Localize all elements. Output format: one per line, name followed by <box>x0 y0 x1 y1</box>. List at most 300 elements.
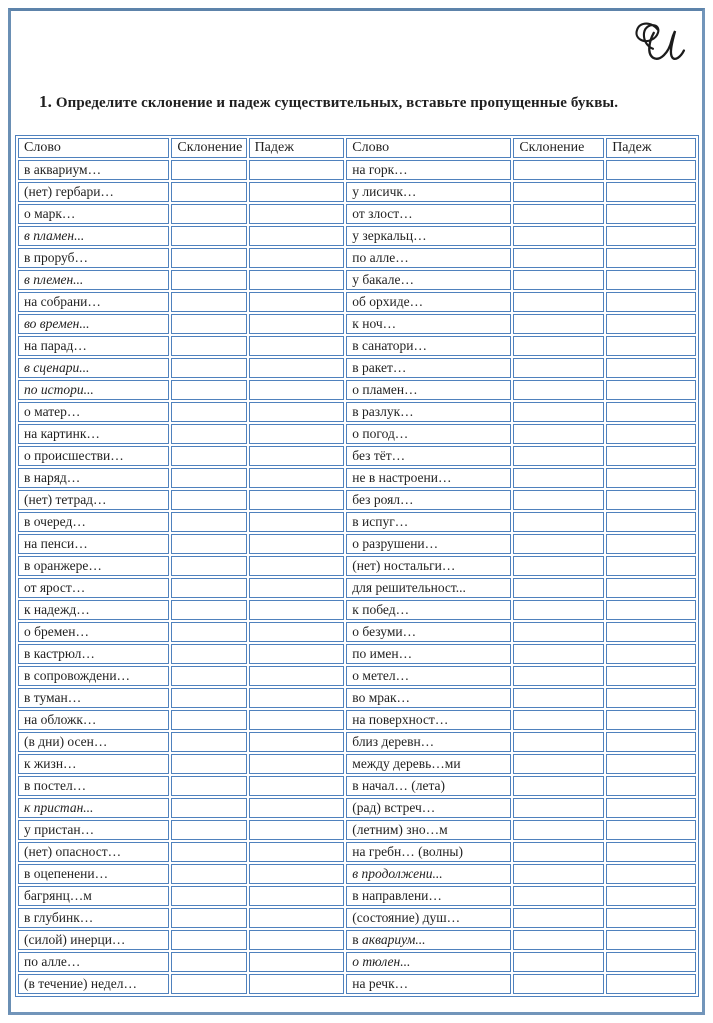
declension-answer-cell <box>513 358 604 378</box>
word-cell <box>346 776 511 796</box>
word-cell <box>18 622 169 642</box>
word-cell <box>346 336 511 356</box>
word-text: в наряд… <box>24 470 81 485</box>
declension-answer-cell <box>171 402 246 422</box>
word-text: о матер… <box>24 404 81 419</box>
declension-answer-cell <box>171 534 246 554</box>
case-answer-cell <box>249 556 345 576</box>
case-answer-cell <box>249 226 345 246</box>
declension-answer-cell <box>171 732 246 752</box>
word-cell <box>346 864 511 884</box>
word-text: к жизн… <box>24 756 77 771</box>
table-row <box>18 908 696 928</box>
word-cell <box>18 446 169 466</box>
word-text: во мрак… <box>352 690 411 705</box>
word-cell <box>18 358 169 378</box>
declension-answer-cell <box>171 908 246 928</box>
word-text: в испуг… <box>352 514 409 529</box>
word-cell <box>18 182 169 202</box>
case-answer-cell <box>606 688 696 708</box>
declension-answer-cell <box>171 204 246 224</box>
word-text: о разрушени… <box>352 536 439 551</box>
declension-answer-cell <box>513 578 604 598</box>
table-row <box>18 248 696 268</box>
word-text: в направлени… <box>352 888 442 903</box>
word-text: на картинк… <box>24 426 100 441</box>
word-cell <box>346 490 511 510</box>
table-row <box>18 160 696 180</box>
word-cell <box>18 710 169 730</box>
declension-answer-cell <box>171 292 246 312</box>
declension-answer-cell <box>513 974 604 994</box>
word-cell <box>346 314 511 334</box>
word-cell <box>346 226 511 246</box>
table-row <box>18 798 696 818</box>
word-text: в сопровождени… <box>24 668 131 683</box>
case-answer-cell <box>249 798 345 818</box>
declension-answer-cell <box>513 182 604 202</box>
table-row <box>18 446 696 466</box>
word-text: (состояние) душ… <box>352 910 461 925</box>
word-cell <box>18 204 169 224</box>
case-answer-cell <box>249 248 345 268</box>
table-row <box>18 600 696 620</box>
case-answer-cell <box>606 776 696 796</box>
word-cell <box>346 600 511 620</box>
declension-answer-cell <box>171 842 246 862</box>
script-monogram-logo <box>629 16 691 78</box>
case-answer-cell <box>606 358 696 378</box>
word-text-italic: аквариум... <box>362 932 426 947</box>
declension-answer-cell <box>513 314 604 334</box>
word-text-italic: к пристан... <box>24 800 94 815</box>
declension-answer-cell <box>513 688 604 708</box>
word-text: в аквариум… <box>24 162 102 177</box>
case-answer-cell <box>606 710 696 730</box>
case-answer-cell <box>606 292 696 312</box>
declension-answer-cell <box>513 534 604 554</box>
case-answer-cell <box>249 776 345 796</box>
declension-answer-cell <box>171 644 246 664</box>
declension-answer-cell <box>171 600 246 620</box>
declension-answer-cell <box>171 358 246 378</box>
declension-answer-cell <box>513 930 604 950</box>
case-answer-cell <box>249 930 345 950</box>
word-cell <box>346 930 511 950</box>
table-row <box>18 534 696 554</box>
word-cell <box>346 820 511 840</box>
word-cell <box>18 688 169 708</box>
header-word-left: Слово <box>18 138 169 158</box>
declension-answer-cell <box>513 424 604 444</box>
word-cell <box>18 798 169 818</box>
declension-answer-cell <box>513 402 604 422</box>
word-text: в ракет… <box>352 360 407 375</box>
word-text: по алле… <box>24 954 81 969</box>
case-answer-cell <box>249 182 345 202</box>
table-row <box>18 842 696 862</box>
table-row <box>18 732 696 752</box>
exercise-number: 1. <box>39 92 52 111</box>
word-cell <box>346 292 511 312</box>
word-cell <box>18 424 169 444</box>
case-answer-cell <box>249 732 345 752</box>
case-answer-cell <box>249 864 345 884</box>
case-answer-cell <box>606 182 696 202</box>
case-answer-cell <box>249 314 345 334</box>
word-cell <box>18 468 169 488</box>
word-text-italic: в сценари... <box>24 360 90 375</box>
word-text: на обложк… <box>24 712 97 727</box>
word-text-italic: по истори... <box>24 382 94 397</box>
word-cell <box>18 314 169 334</box>
declension-answer-cell <box>513 512 604 532</box>
declension-answer-cell <box>171 248 246 268</box>
declension-answer-cell <box>171 886 246 906</box>
case-answer-cell <box>606 160 696 180</box>
declension-answer-cell <box>513 908 604 928</box>
declension-answer-cell <box>513 798 604 818</box>
case-answer-cell <box>606 226 696 246</box>
case-answer-cell <box>606 622 696 642</box>
word-text: о безуми… <box>352 624 417 639</box>
word-cell <box>346 666 511 686</box>
case-answer-cell <box>249 534 345 554</box>
word-cell <box>18 534 169 554</box>
word-text: в глубинк… <box>24 910 94 925</box>
word-text: по имен… <box>352 646 413 661</box>
table-row <box>18 622 696 642</box>
word-cell <box>18 600 169 620</box>
word-cell <box>346 732 511 752</box>
table-row <box>18 710 696 730</box>
script-u-icon <box>629 16 691 78</box>
word-text: в постел… <box>24 778 87 793</box>
case-answer-cell <box>606 578 696 598</box>
word-cell <box>346 534 511 554</box>
declension-answer-cell <box>513 864 604 884</box>
word-cell <box>18 248 169 268</box>
table-row <box>18 490 696 510</box>
word-cell <box>346 952 511 972</box>
table-row <box>18 380 696 400</box>
word-text: по алле… <box>352 250 409 265</box>
declension-answer-cell <box>513 204 604 224</box>
word-cell <box>18 226 169 246</box>
word-text: в разлук… <box>352 404 414 419</box>
header-declension-left: Склонение <box>171 138 246 158</box>
word-cell <box>346 710 511 730</box>
declension-answer-cell <box>513 226 604 246</box>
word-cell <box>346 182 511 202</box>
case-answer-cell <box>249 644 345 664</box>
word-text: на горк… <box>352 162 408 177</box>
word-text: к надежд… <box>24 602 90 617</box>
word-cell <box>346 974 511 994</box>
case-answer-cell <box>606 468 696 488</box>
table-row <box>18 270 696 290</box>
word-text: у зеркальц… <box>352 228 427 243</box>
declension-answer-cell <box>513 886 604 906</box>
word-cell <box>346 754 511 774</box>
table-row <box>18 930 696 950</box>
word-cell <box>18 930 169 950</box>
word-cell <box>346 248 511 268</box>
word-text: на собрани… <box>24 294 101 309</box>
word-text-italic: в пламен... <box>24 228 85 243</box>
word-text: на гребн… (волны) <box>352 844 463 859</box>
declension-answer-cell <box>513 160 604 180</box>
case-answer-cell <box>606 842 696 862</box>
declension-answer-cell <box>171 336 246 356</box>
case-answer-cell <box>606 490 696 510</box>
word-text: у пристан… <box>24 822 95 837</box>
declension-answer-cell <box>171 226 246 246</box>
case-answer-cell <box>606 534 696 554</box>
word-text: о пламен… <box>352 382 418 397</box>
exercise-title <box>39 92 679 112</box>
case-answer-cell <box>606 974 696 994</box>
word-cell <box>18 776 169 796</box>
declension-answer-cell <box>513 666 604 686</box>
word-cell <box>346 644 511 664</box>
declension-answer-cell <box>171 160 246 180</box>
case-answer-cell <box>606 798 696 818</box>
word-text: на пенси… <box>24 536 88 551</box>
word-text: не в настроени… <box>352 470 452 485</box>
case-answer-cell <box>249 578 345 598</box>
word-cell <box>18 336 169 356</box>
word-text-italic: о тюлен... <box>352 954 411 969</box>
declension-answer-cell <box>171 710 246 730</box>
word-cell <box>18 820 169 840</box>
word-cell <box>18 644 169 664</box>
table-row <box>18 424 696 444</box>
word-text: к ноч… <box>352 316 397 331</box>
word-text: в очеред… <box>24 514 86 529</box>
case-answer-cell <box>249 204 345 224</box>
declension-answer-cell <box>171 820 246 840</box>
case-answer-cell <box>606 402 696 422</box>
table-row <box>18 864 696 884</box>
word-cell <box>346 160 511 180</box>
word-text: без тёт… <box>352 448 406 463</box>
word-text: от ярост… <box>24 580 86 595</box>
word-cell <box>346 886 511 906</box>
table-row <box>18 820 696 840</box>
declension-answer-cell <box>171 512 246 532</box>
case-answer-cell <box>606 886 696 906</box>
table-row <box>18 776 696 796</box>
word-cell <box>346 468 511 488</box>
table-row <box>18 226 696 246</box>
table-row <box>18 402 696 422</box>
word-text: на парад… <box>24 338 87 353</box>
table-row <box>18 666 696 686</box>
declension-answer-cell <box>513 754 604 774</box>
word-cell <box>18 578 169 598</box>
word-text: близ деревн… <box>352 734 435 749</box>
case-answer-cell <box>606 820 696 840</box>
header-case-right: Падеж <box>606 138 696 158</box>
declension-answer-cell <box>513 710 604 730</box>
word-text: на речк… <box>352 976 409 991</box>
word-text-italic: в племен... <box>24 272 84 287</box>
word-cell <box>346 512 511 532</box>
declension-answer-cell <box>513 468 604 488</box>
case-answer-cell <box>606 270 696 290</box>
word-text: (нет) гербари… <box>24 184 114 199</box>
declension-answer-cell <box>513 644 604 664</box>
declension-answer-cell <box>171 666 246 686</box>
declension-answer-cell <box>171 578 246 598</box>
word-text: о метел… <box>352 668 410 683</box>
declension-answer-cell <box>171 556 246 576</box>
declension-answer-cell <box>513 842 604 862</box>
case-answer-cell <box>606 446 696 466</box>
declension-answer-cell <box>171 314 246 334</box>
exercise-title-text: Определите склонение и падеж существительных, вставьте пропущенные буквы. <box>55 95 619 111</box>
word-text: (в течение) недел… <box>24 976 138 991</box>
case-answer-cell <box>249 512 345 532</box>
case-answer-cell <box>249 974 345 994</box>
table-row <box>18 754 696 774</box>
case-answer-cell <box>249 490 345 510</box>
word-text: (силой) инерци… <box>24 932 126 947</box>
case-answer-cell <box>249 600 345 620</box>
word-cell <box>18 292 169 312</box>
declension-answer-cell <box>513 270 604 290</box>
declension-answer-cell <box>513 336 604 356</box>
worksheet-table <box>15 135 699 997</box>
word-text-italic: в продолжени... <box>352 866 443 881</box>
word-cell <box>346 402 511 422</box>
case-answer-cell <box>249 380 345 400</box>
declension-answer-cell <box>171 952 246 972</box>
word-text: (нет) опасност… <box>24 844 122 859</box>
word-cell <box>346 908 511 928</box>
word-cell <box>346 358 511 378</box>
word-text: в <box>352 932 363 947</box>
case-answer-cell <box>606 336 696 356</box>
word-text: в кастрюл… <box>24 646 95 661</box>
word-cell <box>18 512 169 532</box>
word-text: к побед… <box>352 602 410 617</box>
declension-answer-cell <box>513 952 604 972</box>
case-answer-cell <box>606 424 696 444</box>
declension-answer-cell <box>171 380 246 400</box>
word-cell <box>18 732 169 752</box>
case-answer-cell <box>249 424 345 444</box>
case-answer-cell <box>249 710 345 730</box>
word-cell <box>346 424 511 444</box>
word-text-italic: во времен... <box>24 316 90 331</box>
declension-answer-cell <box>513 446 604 466</box>
case-answer-cell <box>249 908 345 928</box>
declension-answer-cell <box>171 424 246 444</box>
worksheet-table-body <box>18 160 696 994</box>
case-answer-cell <box>249 402 345 422</box>
word-text: в начал… (лета) <box>352 778 445 793</box>
word-cell <box>346 270 511 290</box>
word-text: без роял… <box>352 492 414 507</box>
table-row <box>18 556 696 576</box>
case-answer-cell <box>249 358 345 378</box>
declension-answer-cell <box>171 930 246 950</box>
case-answer-cell <box>249 754 345 774</box>
word-text: между деревь…ми <box>352 756 461 771</box>
table-row <box>18 886 696 906</box>
case-answer-cell <box>606 380 696 400</box>
declension-answer-cell <box>513 556 604 576</box>
declension-answer-cell <box>513 622 604 642</box>
case-answer-cell <box>249 468 345 488</box>
word-text: о бремен… <box>24 624 89 639</box>
table-row <box>18 974 696 994</box>
word-cell <box>346 688 511 708</box>
case-answer-cell <box>606 644 696 664</box>
case-answer-cell <box>249 688 345 708</box>
word-cell <box>18 908 169 928</box>
word-text: в проруб… <box>24 250 88 265</box>
case-answer-cell <box>606 754 696 774</box>
case-answer-cell <box>606 732 696 752</box>
case-answer-cell <box>249 160 345 180</box>
word-cell <box>346 622 511 642</box>
case-answer-cell <box>606 600 696 620</box>
declension-answer-cell <box>513 776 604 796</box>
word-text: (нет) ностальги… <box>352 558 456 573</box>
declension-answer-cell <box>513 292 604 312</box>
word-cell <box>346 556 511 576</box>
word-text: от злост… <box>352 206 413 221</box>
declension-answer-cell <box>513 732 604 752</box>
case-answer-cell <box>249 446 345 466</box>
declension-answer-cell <box>513 248 604 268</box>
word-cell <box>18 974 169 994</box>
table-row <box>18 688 696 708</box>
table-row <box>18 644 696 664</box>
word-text: в туман… <box>24 690 82 705</box>
case-answer-cell <box>606 314 696 334</box>
word-text: о происшестви… <box>24 448 124 463</box>
word-cell <box>18 754 169 774</box>
declension-answer-cell <box>171 468 246 488</box>
case-answer-cell <box>606 908 696 928</box>
declension-answer-cell <box>171 182 246 202</box>
declension-answer-cell <box>171 754 246 774</box>
declension-answer-cell <box>513 820 604 840</box>
table-row <box>18 358 696 378</box>
word-cell <box>346 798 511 818</box>
word-text: о марк… <box>24 206 76 221</box>
word-cell <box>18 270 169 290</box>
declension-answer-cell <box>171 776 246 796</box>
word-text: о погод… <box>352 426 409 441</box>
word-cell <box>18 380 169 400</box>
word-text: в оранжере… <box>24 558 102 573</box>
declension-answer-cell <box>171 490 246 510</box>
header-declension-right: Склонение <box>513 138 604 158</box>
word-text: (рад) встреч… <box>352 800 436 815</box>
declension-answer-cell <box>171 622 246 642</box>
case-answer-cell <box>606 952 696 972</box>
word-cell <box>18 886 169 906</box>
word-cell <box>18 490 169 510</box>
case-answer-cell <box>249 842 345 862</box>
case-answer-cell <box>606 204 696 224</box>
declension-answer-cell <box>513 490 604 510</box>
